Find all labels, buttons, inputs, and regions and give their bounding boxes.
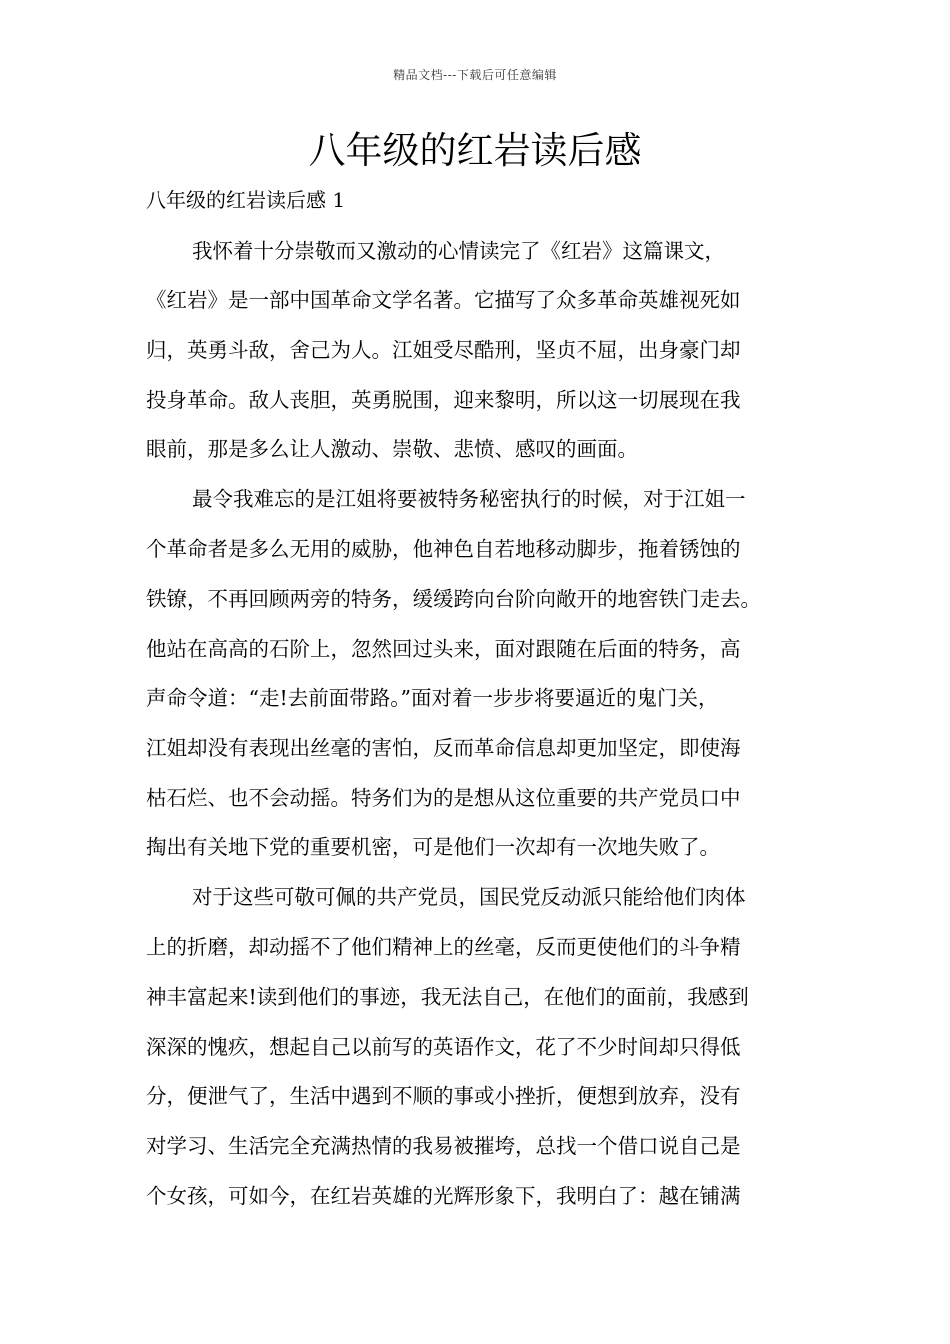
paragraph-line: 我怀着十分崇敬而又激动的心情读完了《红岩》这篇课文， — [192, 239, 725, 263]
paragraph-line: 他站在高高的石阶上，忽然回过头来，面对跟随在后面的特务，高 — [146, 637, 741, 661]
paragraph-line: 对学习、生活完全充满热情的我易被摧垮，总找一个借口说自己是 — [146, 1134, 741, 1158]
section-heading: 八年级的红岩读后感 1 — [146, 188, 346, 212]
document-title: 八年级的红岩读后感 — [308, 129, 642, 172]
paragraph-line: 最令我难忘的是江姐将要被特务秘密执行的时候，对于江姐一 — [192, 487, 746, 511]
paragraph-line: 铁镣，不再回顾两旁的特务，缓缓跨向台阶向敞开的地窖铁门走去。 — [146, 587, 761, 611]
paragraph-line: 神丰富起来!读到他们的事迹，我无法自己，在他们的面前，我感到 — [146, 985, 749, 1009]
paragraph-line: 投身革命。敌人丧胆，英勇脱围，迎来黎明，所以这一切展现在我 — [146, 388, 741, 412]
paragraph-line: 掏出有关地下党的重要机密，可是他们一次却有一次地失败了。 — [146, 835, 720, 859]
paragraph-line: 枯石烂、也不会动摇。特务们为的是想从这位重要的共产党员口中 — [146, 786, 741, 810]
paragraph-line: 分，便泄气了，生活中遇到不顺的事或小挫折，便想到放弃，没有 — [146, 1084, 741, 1108]
paragraph-line: 对于这些可敬可佩的共产党员，国民党反动派只能给他们肉体 — [192, 885, 746, 909]
page-header: 精品文档---下载后可任意编辑 — [393, 68, 557, 82]
paragraph-line: 归，英勇斗敌，舍己为人。江姐受尽酷刑，坚贞不屈，出身豪门却 — [146, 338, 741, 362]
paragraph-line: 江姐却没有表现出丝毫的害怕，反而革命信息却更加坚定，即使海 — [146, 736, 741, 760]
paragraph-line: 个女孩，可如今，在红岩英雄的光辉形象下，我明白了：越在铺满 — [146, 1184, 741, 1208]
paragraph-line: 上的折磨，却动摇不了他们精神上的丝毫，反而更使他们的斗争精 — [146, 935, 741, 959]
paragraph-line: 深深的愧疚，想起自己以前写的英语作文，花了不少时间却只得低 — [146, 1035, 741, 1059]
paragraph-line: 《红岩》是一部中国革命文学名著。它描写了众多革命英雄视死如 — [146, 288, 741, 312]
paragraph-line: 个革命者是多么无用的威胁，他神色自若地移动脚步，拖着锈蚀的 — [146, 537, 741, 561]
paragraph-line: 眼前，那是多么让人激动、崇敬、悲愤、感叹的画面。 — [146, 437, 638, 461]
paragraph-line: 声命令道：“走!去前面带路。”面对着一步步将要逼近的鬼门关， — [146, 686, 719, 710]
